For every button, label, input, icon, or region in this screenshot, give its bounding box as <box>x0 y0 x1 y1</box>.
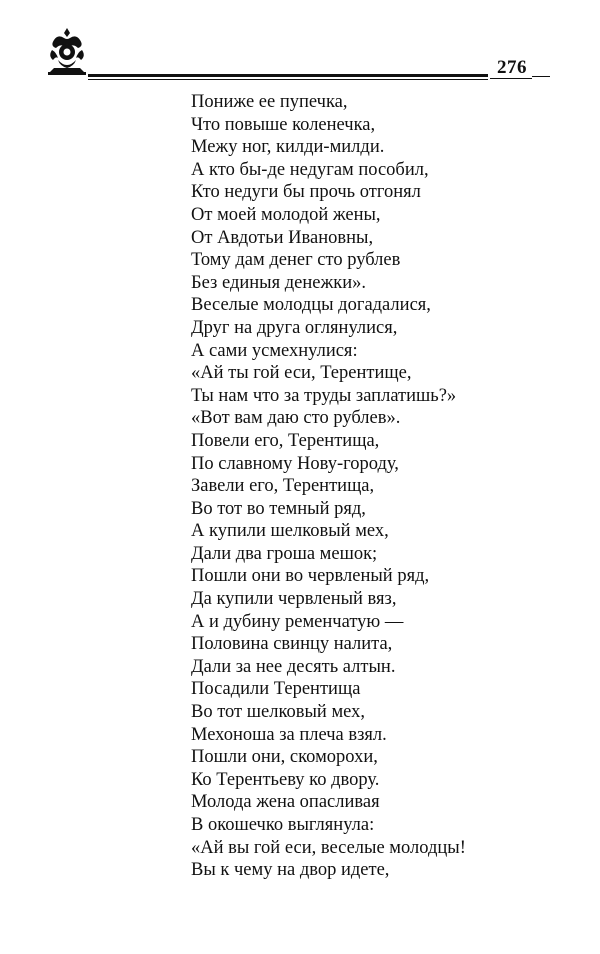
poem-line: В окошечко выглянула: <box>191 815 375 835</box>
poem-line: Во тот шелковый мех, <box>191 702 365 723</box>
poem-line: Пошли они, скоморохи, <box>191 747 378 768</box>
poem-line: Вы к чему на двор идете, <box>191 860 390 881</box>
poem-line: «Ай ты гой еси, Терентище, <box>191 363 412 384</box>
page-number: 276 <box>497 57 527 78</box>
poem-line: Межу ног, килди-милди. <box>191 137 385 158</box>
poem-line: От моей молодой жены, <box>191 204 381 225</box>
poem-line: «Вот вам даю сто рублев». <box>191 408 401 429</box>
poem-line: Ко Терентьеву ко двору. <box>191 769 380 790</box>
poem-line: Пониже ее пупечка, <box>191 92 348 112</box>
poem-line: Повели его, Терентища, <box>191 430 380 451</box>
page-number-underline <box>490 78 532 79</box>
poem-line: Дали два гроша мешок; <box>191 543 378 564</box>
poem-line: Посадили Терентища <box>191 679 361 700</box>
poem-line: Во тот во темный ряд, <box>191 498 366 519</box>
poem-line: Дали за нее десять алтын. <box>191 656 396 677</box>
poem-line: Завели его, Терентища, <box>191 476 375 497</box>
poem-line: Кто недуги бы прочь отгонял <box>191 182 421 203</box>
poem-line: Ты нам что за труды заплатишь?» <box>191 385 457 406</box>
header-rule-thin <box>88 79 488 80</box>
poem-line: Что повыше коленечка, <box>191 114 376 135</box>
poem-line: А сами усмехнулися: <box>191 340 358 361</box>
poem-line: Друг на друга оглянулися, <box>191 317 398 338</box>
poem-text <box>191 91 466 882</box>
poem-line: Половина свинцу налита, <box>191 634 393 655</box>
poem-line: А кто бы-де недугам пособил, <box>191 159 429 180</box>
poem-line: Без единыя денежки». <box>191 272 367 293</box>
poem-line: От Авдотьи Ивановны, <box>191 227 374 248</box>
header-rule-thick <box>88 74 488 77</box>
poem-line: Мехоноша за плеча взял. <box>191 724 387 745</box>
poem-line: Да купили червленый вяз, <box>191 589 397 610</box>
poem-line: А и дубину ременчатую — <box>191 611 404 632</box>
heraldic-ornament-icon <box>44 26 90 76</box>
poem-line: Тому дам денег сто рублев <box>191 250 401 271</box>
header-rule-right <box>532 76 550 77</box>
page-header <box>0 0 600 90</box>
poem-line: По славному Нову-городу, <box>191 453 399 474</box>
poem-line: Веселые молодцы догадалися, <box>191 295 431 316</box>
poem-line: Молода жена опасливая <box>191 792 380 813</box>
poem-line: Пошли они во червленый ряд, <box>191 566 430 587</box>
poem-line: «Ай вы гой еси, веселые молодцы! <box>191 837 466 858</box>
poem-line: А купили шелковый мех, <box>191 521 389 542</box>
